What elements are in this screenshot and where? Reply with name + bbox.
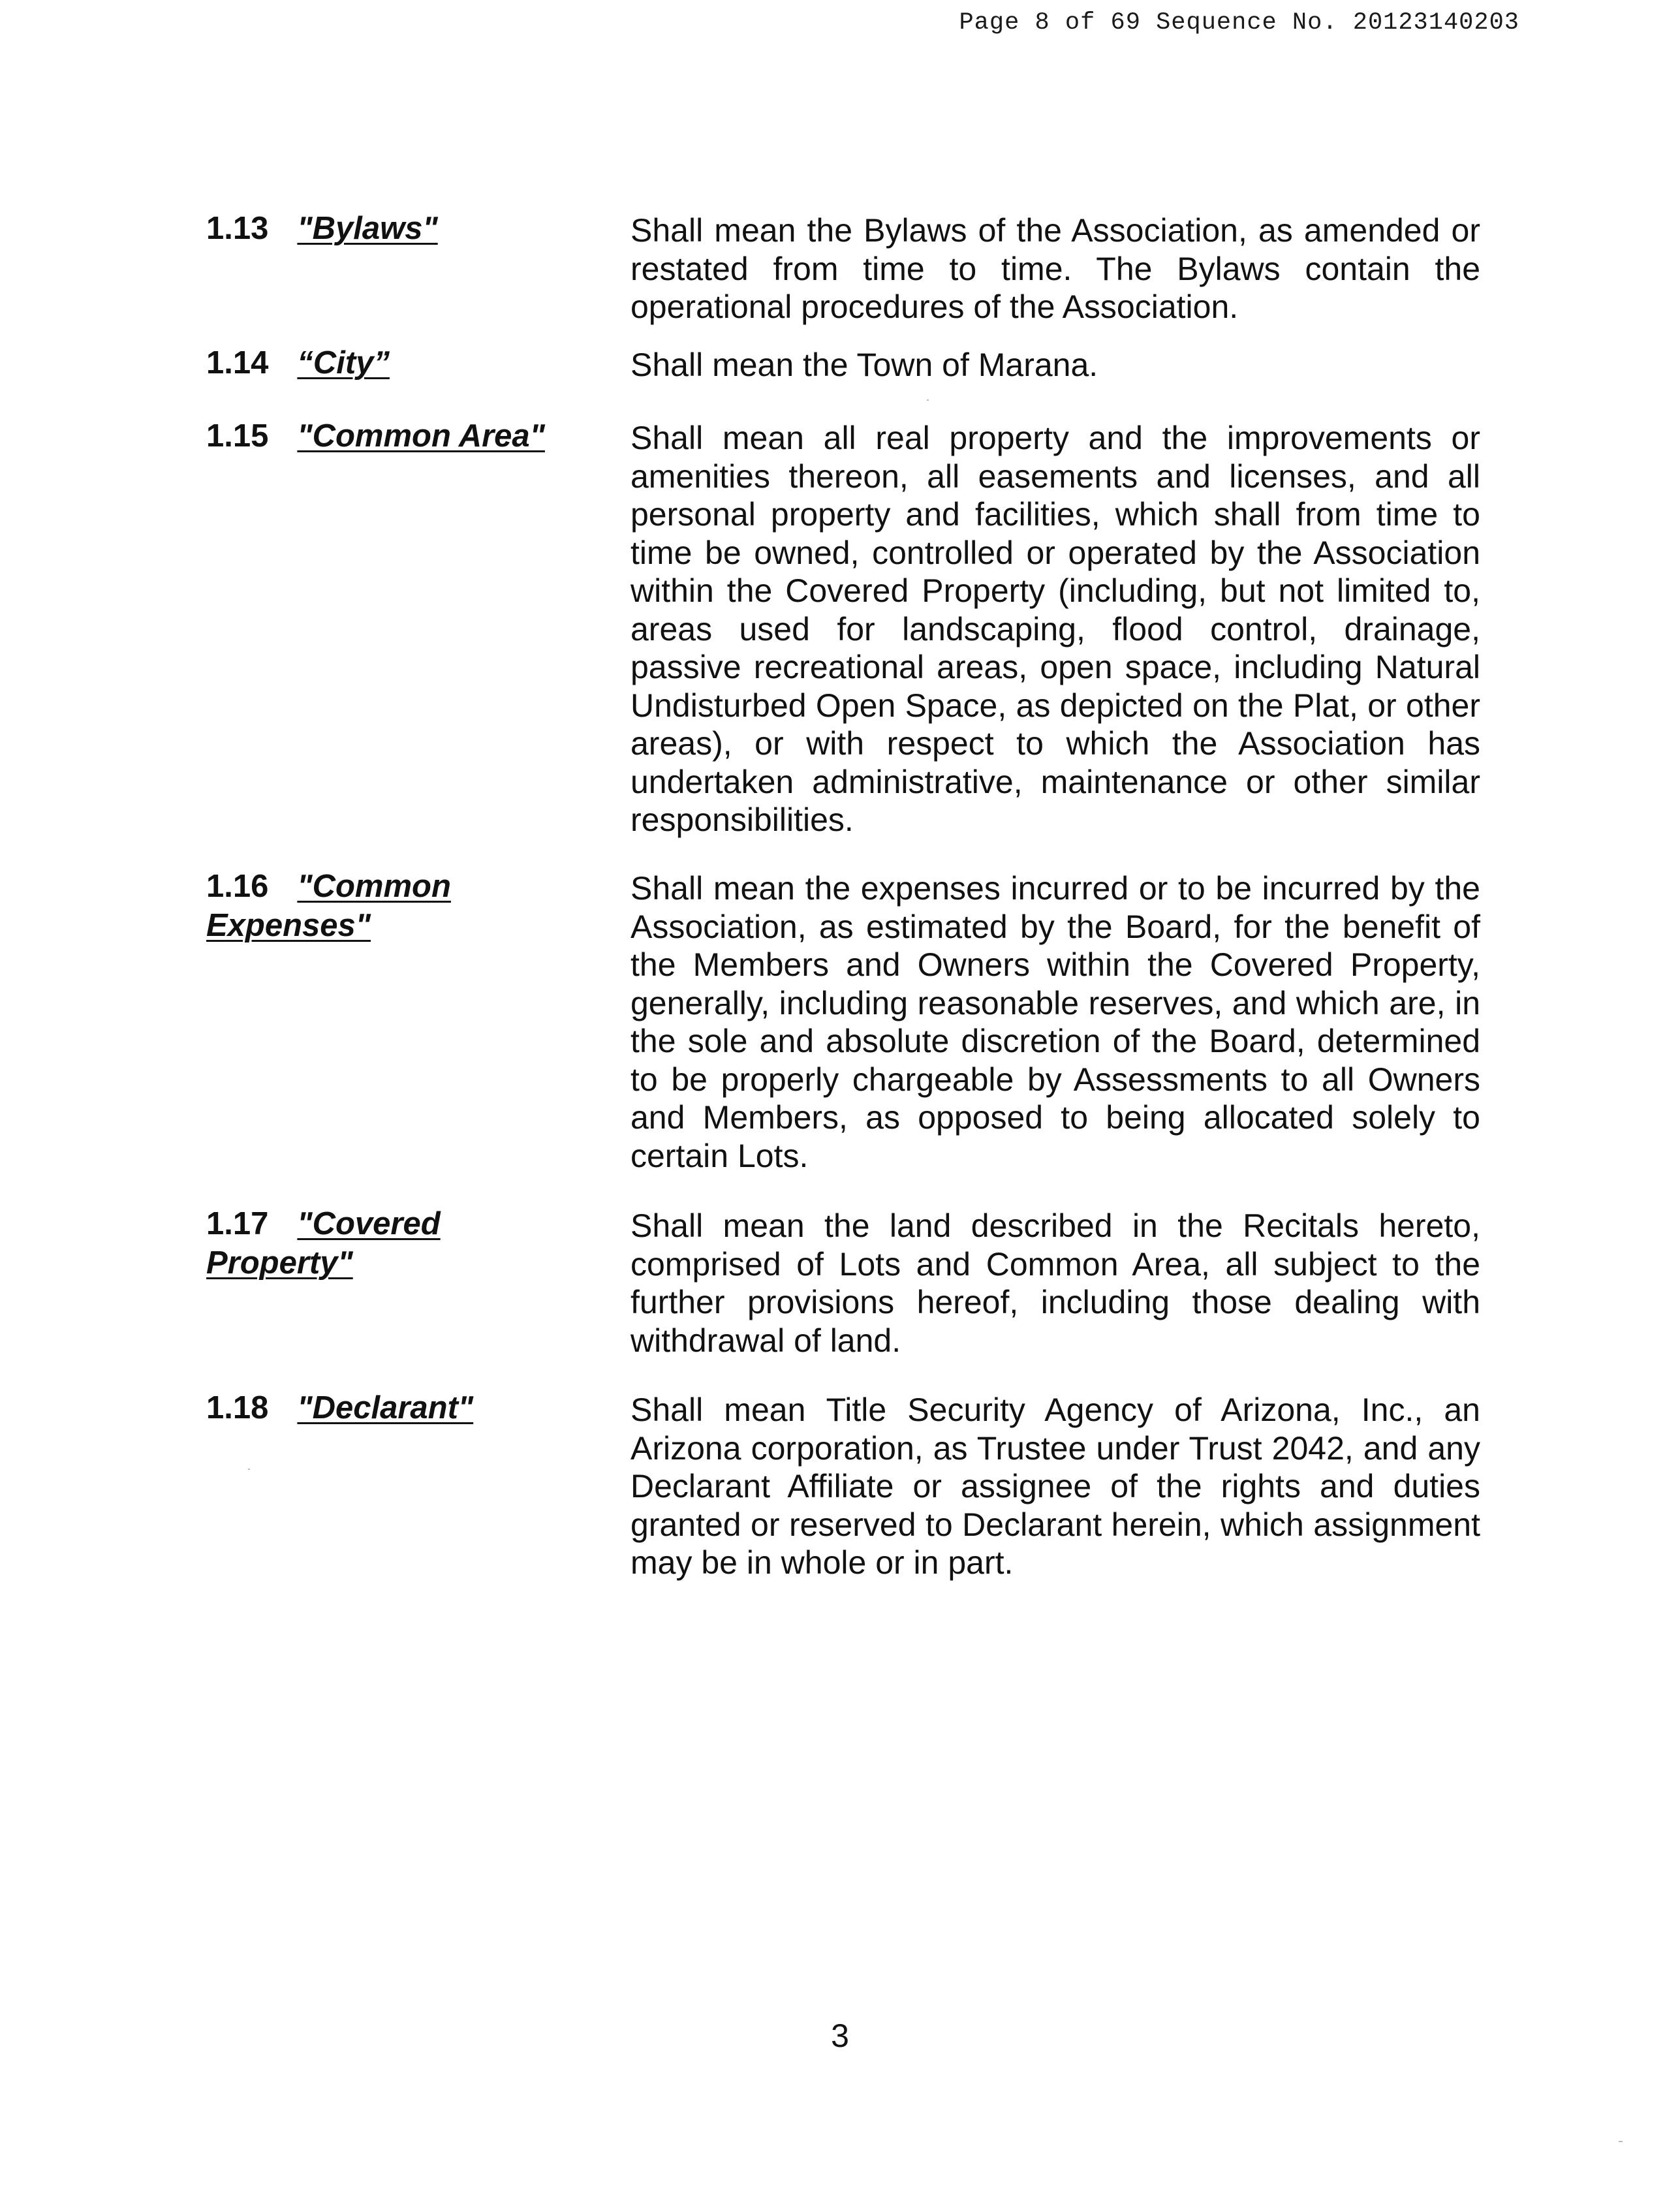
definition-term-cell [206, 867, 480, 945]
defined-term: “City” [297, 345, 390, 381]
definition-1-13 [206, 209, 1486, 343]
section-number: 1.14 [206, 345, 269, 381]
section-number: 1.18 [206, 1390, 269, 1425]
section-number: 1.16 [206, 869, 269, 904]
definition-1-15 [206, 416, 1486, 867]
scan-speck [927, 399, 929, 401]
scan-speck [1619, 2141, 1623, 2142]
definition-term-cell [206, 1204, 480, 1283]
definition-1-18 [206, 1388, 1486, 1582]
defined-term: "Common Area" [297, 418, 545, 454]
page-sequence-stamp: Page 8 of 69 Sequence No. 20123140203 [959, 9, 1519, 37]
section-number: 1.15 [206, 418, 269, 454]
definition-1-14 [206, 343, 1486, 416]
defined-term: "Declarant" [297, 1390, 474, 1425]
definition-1-16 [206, 867, 1486, 1204]
definition-1-17 [206, 1204, 1486, 1388]
definition-text: Shall mean all real property and the improvements or amenities thereon, all easements and licenses, and all personal property and facilities, which shall from time to time be owned, controlled or operated by the Association within the Covered Property (including, but not limited to, areas used for landscaping, flood control, drainage, passive recreational areas, open space, including Natural Undisturbed Open Space, as depicted on the Plat, or other areas), or with respect to which the Association has undertaken administrative, maintenance or other similar responsibilities. [630, 420, 1480, 838]
defined-term: "Covered Property" [206, 1206, 441, 1281]
definition-term-cell [206, 416, 630, 456]
defined-term: "Bylaws" [297, 211, 438, 246]
defined-term: "Common Expenses" [206, 869, 451, 943]
definition-term-cell [206, 343, 630, 382]
section-number: 1.13 [206, 211, 269, 246]
definition-text: Shall mean the Bylaws of the Association, as amended or restated from time to time. The Bylaws contain the operational procedures of the Association. [630, 212, 1480, 325]
page-number: 3 [831, 2017, 849, 2054]
definition-text: Shall mean Title Security Agency of Arizona, Inc., an Arizona corporation, as Trustee under Trust 2042, and any Declarant Affiliate or assignee of the rights and duties granted or reserved to Declarant herein, which assignment may be in whole or in part. [630, 1392, 1480, 1581]
scan-speck [248, 1469, 250, 1470]
definition-term-cell [206, 209, 630, 248]
definition-text: Shall mean the land described in the Recitals hereto, comprised of Lots and Common Area, all subject to the further provisions hereof, including those dealing with withdrawal of land. [630, 1207, 1480, 1359]
definition-text: Shall mean the expenses incurred or to be incurred by the Association, as estimated by the Board, for the benefit of the Members and Owners within the Covered Property, generally, including reasonable reserves, and which are, in the sole and absolute discretion of the Board, determined to be properly chargeable by Assessments to all Owners and Members, as opposed to being allocated solely to certain Lots. [630, 870, 1480, 1174]
definitions-list [206, 209, 1486, 1582]
definition-term-cell [206, 1388, 630, 1427]
section-number: 1.17 [206, 1206, 269, 1241]
definition-text: Shall mean the Town of Marana. [630, 347, 1098, 383]
